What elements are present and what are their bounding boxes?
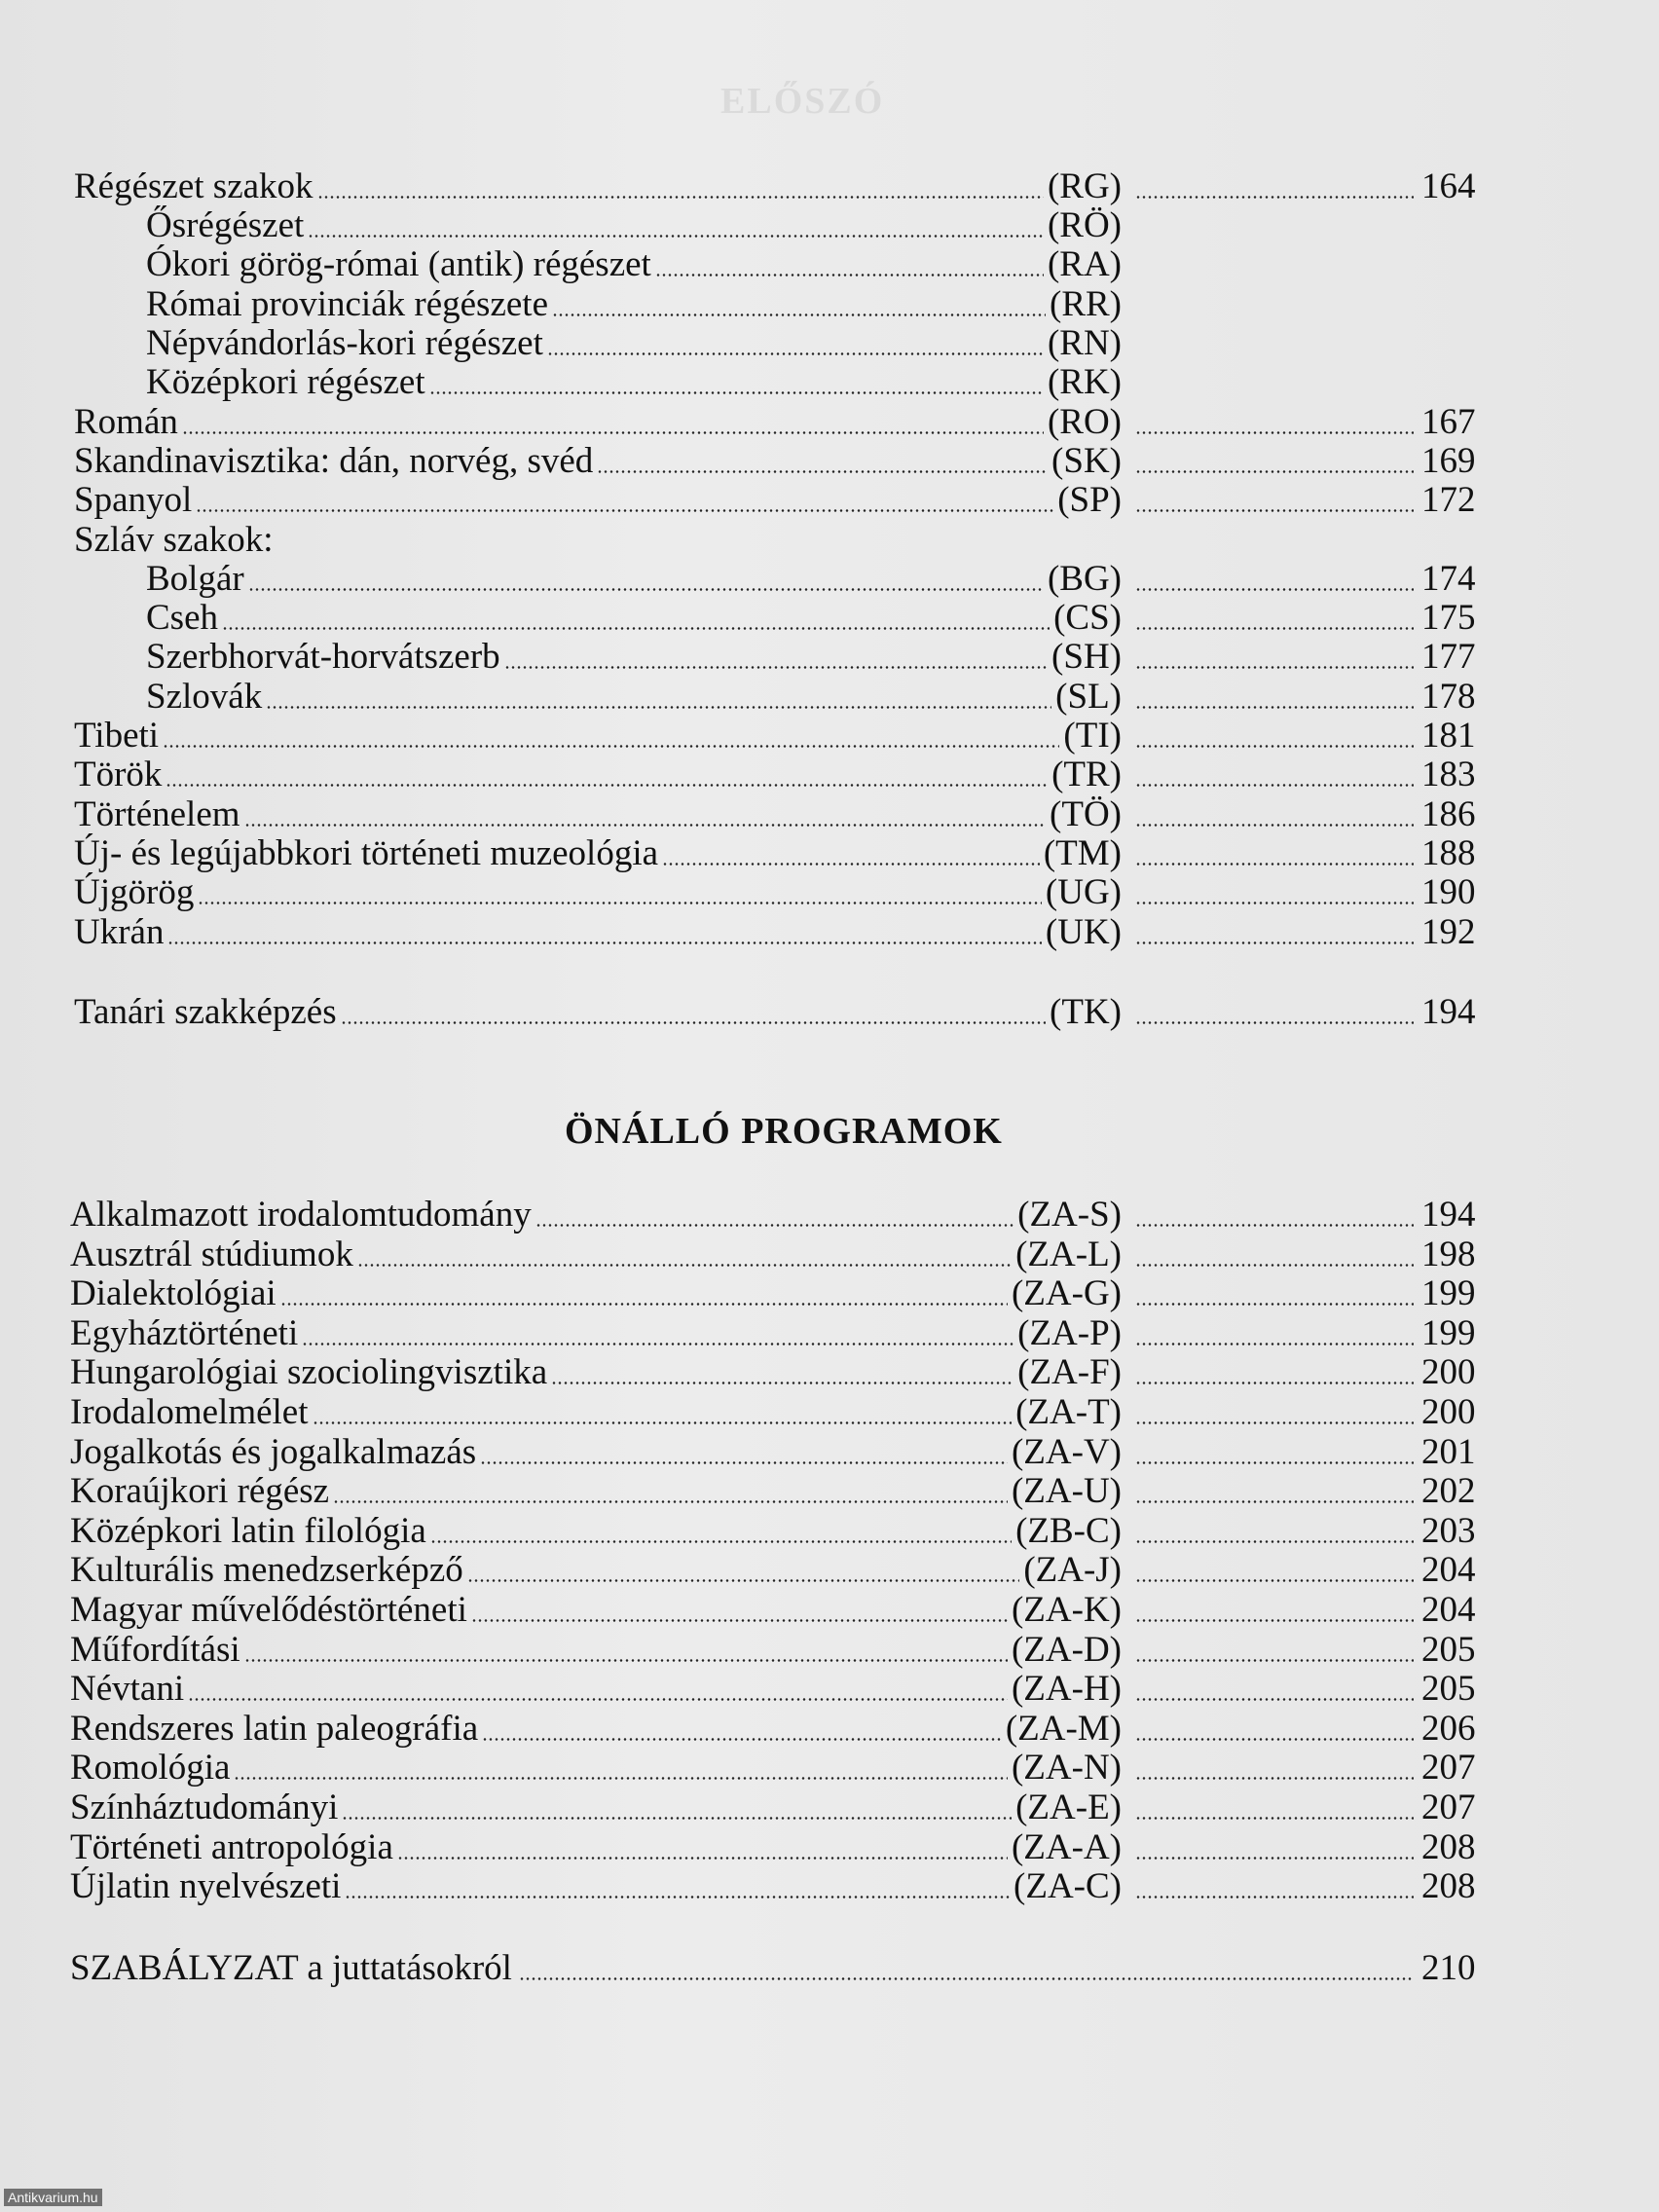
toc-entry-label: Jogalkotás és jogalkalmazás <box>70 1431 477 1472</box>
toc-entry <box>0 167 1659 206</box>
toc-entry-label: Spanyol <box>74 480 193 520</box>
toc-entry <box>0 599 1659 638</box>
section-heading: ÖNÁLLÓ PROGRAMOK <box>565 1111 1003 1152</box>
toc-entry <box>0 521 1659 560</box>
dot-leader <box>1135 795 1414 834</box>
toc-entry-code: (BG) <box>1047 559 1122 599</box>
dot-leader <box>280 1274 1008 1313</box>
toc-entry-code: (SH) <box>1051 637 1122 677</box>
toc-entry-code: (ZA-L) <box>1015 1234 1122 1274</box>
toc-entry-label: Ókori görög-római (antik) régészet <box>146 244 651 284</box>
dot-leader <box>1135 834 1414 873</box>
toc-entry-label: Hungarológiai szociolingvisztika <box>70 1352 548 1393</box>
dot-leader <box>1135 1512 1414 1551</box>
toc-entry <box>0 717 1659 756</box>
dot-leader <box>1135 1670 1414 1709</box>
toc-entry <box>0 481 1659 520</box>
toc-entry-page: 208 <box>1421 1866 1476 1907</box>
toc-entry-code: (ZA-F) <box>1017 1352 1122 1393</box>
toc-entry-code: (TK) <box>1050 992 1122 1032</box>
toc-entry <box>0 363 1659 402</box>
toc-entry <box>0 678 1659 717</box>
toc-entry-label: Népvándorlás-kori régészet <box>146 323 543 363</box>
toc-entry-label: Tanári szakképzés <box>74 992 337 1032</box>
toc-entry-code: (RÖ) <box>1047 205 1122 245</box>
dot-leader <box>1135 913 1414 952</box>
dot-leader <box>1135 1631 1414 1670</box>
toc-entry-page: 169 <box>1421 441 1476 481</box>
dot-leader <box>1135 993 1414 1032</box>
toc-entry-code: (TM) <box>1043 833 1122 873</box>
toc-entry <box>0 1949 1659 1988</box>
toc-entry-label: Egyháztörténeti <box>70 1312 299 1353</box>
toc-entry-code: (ZA-D) <box>1011 1629 1122 1670</box>
dot-leader <box>196 481 1053 520</box>
toc-entry-code: (ZA-J) <box>1023 1550 1122 1591</box>
toc-entry <box>0 795 1659 834</box>
toc-entry <box>0 206 1659 245</box>
bleed-through-text: ELŐSZÓ <box>720 81 885 122</box>
dot-leader <box>333 1472 1008 1511</box>
dot-leader <box>317 167 1044 206</box>
toc-entry-page: 200 <box>1421 1352 1476 1393</box>
dot-leader <box>1135 1314 1414 1353</box>
toc-entry-code: (ZA-E) <box>1015 1788 1122 1827</box>
dot-leader <box>1135 599 1414 638</box>
toc-entry-label: Magyar művelődéstörténeti <box>70 1590 467 1630</box>
toc-entry-code: (ZA-M) <box>1005 1708 1122 1749</box>
dot-leader <box>248 560 1044 599</box>
toc-entry-page: 194 <box>1421 992 1476 1032</box>
toc-entry <box>0 1512 1659 1551</box>
dot-leader <box>1135 1591 1414 1630</box>
toc-entry <box>0 324 1659 363</box>
dot-leader <box>1135 756 1414 794</box>
toc-entry <box>0 1393 1659 1432</box>
toc-entry <box>0 1828 1659 1867</box>
dot-leader <box>1135 1196 1414 1235</box>
toc-entry <box>0 560 1659 599</box>
toc-entry-code: (ZA-N) <box>1011 1748 1122 1788</box>
dot-leader <box>266 678 1051 717</box>
toc-entry-page: 207 <box>1421 1788 1476 1827</box>
dot-leader <box>397 1828 1008 1867</box>
dot-leader <box>182 403 1044 442</box>
toc-entry-label: Római provinciák régészete <box>146 284 548 324</box>
toc-entry-code: (TR) <box>1051 755 1122 794</box>
toc-entry-code: (ZA-V) <box>1011 1431 1122 1472</box>
toc-entry-label: Tibeti <box>74 716 160 756</box>
dot-leader <box>1135 1788 1414 1827</box>
toc-entry-label: Alkalmazott irodalomtudomány <box>70 1195 532 1235</box>
dot-leader <box>1135 638 1414 677</box>
dot-leader <box>430 1512 1012 1551</box>
toc-entry-code: (UK) <box>1045 912 1122 952</box>
dot-leader <box>552 285 1046 324</box>
dot-leader <box>1135 1710 1414 1749</box>
dot-leader <box>188 1670 1008 1709</box>
toc-entry-label: Középkori latin filológia <box>70 1510 426 1551</box>
dot-leader <box>166 756 1048 794</box>
toc-entry-label: Kulturális menedzserképző <box>70 1550 463 1591</box>
toc-entry-page: 200 <box>1421 1392 1476 1432</box>
toc-entry-page: 190 <box>1421 872 1476 912</box>
toc-entry-code: (ZA-H) <box>1011 1669 1122 1710</box>
toc-entry-page: 205 <box>1421 1629 1476 1670</box>
toc-entry <box>0 1591 1659 1630</box>
toc-entry-page: 199 <box>1421 1312 1476 1353</box>
dot-leader <box>471 1591 1008 1630</box>
toc-entry-code: (ZA-P) <box>1017 1312 1122 1353</box>
dot-leader <box>163 717 1059 756</box>
toc-entry-code: (ZA-C) <box>1014 1866 1122 1907</box>
dot-leader <box>597 442 1048 481</box>
toc-entry <box>0 442 1659 481</box>
toc-entry <box>0 1551 1659 1590</box>
dot-leader <box>302 1314 1014 1353</box>
toc-entry <box>0 638 1659 677</box>
toc-entry-page: 172 <box>1421 480 1476 520</box>
toc-entry-code: (ZA-K) <box>1011 1590 1122 1630</box>
toc-entry-page: 204 <box>1421 1550 1476 1591</box>
toc-entry-page: 207 <box>1421 1748 1476 1788</box>
toc-entry-label: Újgörög <box>74 872 195 912</box>
dot-leader <box>551 1353 1014 1392</box>
toc-entry-page: 198 <box>1421 1234 1476 1274</box>
toc-entry <box>0 1196 1659 1235</box>
toc-entry <box>0 993 1659 1032</box>
dot-leader <box>1135 1749 1414 1788</box>
dot-leader <box>342 1788 1012 1827</box>
dot-leader <box>1135 403 1414 442</box>
toc-entry-page: 175 <box>1421 598 1476 638</box>
toc-entry-label: Török <box>74 755 163 794</box>
dot-leader <box>655 245 1044 284</box>
toc-entry-page: 181 <box>1421 716 1476 756</box>
dot-leader <box>480 1433 1008 1472</box>
toc-entry-label: Új- és legújabbkori történeti muzeológia <box>74 833 659 873</box>
toc-entry-label: Szlovák <box>146 677 263 717</box>
toc-entry-page: 203 <box>1421 1510 1476 1551</box>
toc-entry-page: 208 <box>1421 1826 1476 1867</box>
toc-entry-code: (RN) <box>1047 323 1122 363</box>
toc-entry-label: Színháztudományi <box>70 1788 339 1827</box>
toc-entry-code: (ZA-A) <box>1011 1826 1122 1867</box>
toc-entry-label: Ősrégészet <box>146 205 305 245</box>
toc-entry-page: 201 <box>1421 1431 1476 1472</box>
toc-entry-code: (TI) <box>1063 716 1122 756</box>
toc-entry <box>0 1314 1659 1353</box>
dot-leader <box>1135 1274 1414 1313</box>
toc-entry-label: Irodalomelmélet <box>70 1392 309 1432</box>
toc-entry-code: (RA) <box>1047 244 1122 284</box>
toc-entry <box>0 913 1659 952</box>
dot-leader <box>313 1393 1013 1432</box>
dot-leader <box>535 1196 1014 1235</box>
toc-entry <box>0 285 1659 324</box>
toc-entry-label: Ausztrál stúdiumok <box>70 1234 353 1274</box>
dot-leader <box>1135 1353 1414 1392</box>
toc-entry-page: 188 <box>1421 833 1476 873</box>
toc-entry-code: (SK) <box>1051 441 1122 481</box>
toc-entry-code: (ZB-C) <box>1015 1510 1122 1551</box>
toc-entry-label: Skandinavisztika: dán, norvég, svéd <box>74 441 594 481</box>
toc-entry-label: Cseh <box>146 598 218 638</box>
toc-entry-label: Román <box>74 402 178 442</box>
watermark: Antikvarium.hu <box>4 2189 102 2206</box>
toc-entry <box>0 1749 1659 1788</box>
toc-entry-code: (RR) <box>1050 284 1122 324</box>
toc-entry-page: 204 <box>1421 1590 1476 1630</box>
dot-leader <box>1135 560 1414 599</box>
toc-entry-label: Bolgár <box>146 559 244 599</box>
dot-leader <box>1135 167 1414 206</box>
toc-entry-code: (ZA-G) <box>1011 1273 1122 1314</box>
toc-entry-label: Névtani <box>70 1669 185 1710</box>
toc-entry-code: (CS) <box>1053 598 1122 638</box>
dot-leader <box>234 1749 1008 1788</box>
dot-leader <box>504 638 1048 677</box>
toc-entry <box>0 245 1659 284</box>
toc-entry-page: 174 <box>1421 559 1476 599</box>
toc-entry-page: 164 <box>1421 166 1476 206</box>
toc-entry <box>0 1472 1659 1511</box>
toc-entry-page: 202 <box>1421 1471 1476 1512</box>
dot-leader <box>198 873 1042 912</box>
toc-entry <box>0 403 1659 442</box>
dot-leader <box>308 206 1044 245</box>
toc-entry <box>0 1353 1659 1392</box>
toc-entry-label: Történelem <box>74 794 240 834</box>
toc-entry-page: 183 <box>1421 755 1476 794</box>
dot-leader <box>547 324 1044 363</box>
dot-leader <box>1135 442 1414 481</box>
toc-entry-code: (ZA-S) <box>1017 1195 1122 1235</box>
toc-entry-page: 167 <box>1421 402 1476 442</box>
toc-entry-page: 194 <box>1421 1195 1476 1235</box>
dot-leader <box>1135 1433 1414 1472</box>
dot-leader <box>341 993 1046 1032</box>
dot-leader <box>482 1710 1002 1749</box>
toc-entry-label: Ukrán <box>74 912 165 952</box>
dot-leader <box>222 599 1050 638</box>
toc-entry-code: (RO) <box>1047 402 1122 442</box>
dot-leader <box>1135 481 1414 520</box>
toc-entry-label: Régészet szakok <box>74 166 313 206</box>
dot-leader <box>429 363 1044 402</box>
toc-entry-code: (ZA-T) <box>1015 1392 1122 1432</box>
toc-entry-page: 206 <box>1421 1708 1476 1749</box>
dot-leader <box>1135 1235 1414 1274</box>
dot-leader <box>345 1867 1010 1906</box>
toc-entry-label: Szerbhorvát-horvátszerb <box>146 637 500 677</box>
toc-entry <box>0 1710 1659 1749</box>
toc-entry-code: (RK) <box>1047 362 1122 402</box>
toc-entry <box>0 1867 1659 1906</box>
toc-entry-page: 186 <box>1421 794 1476 834</box>
toc-entry-code: (SP) <box>1057 480 1122 520</box>
toc-entry-page: 192 <box>1421 912 1476 952</box>
dot-leader <box>467 1551 1020 1590</box>
dot-leader <box>1135 1551 1414 1590</box>
dot-leader <box>1135 1393 1414 1432</box>
toc-entry-label: Rendszeres latin paleográfia <box>70 1708 479 1749</box>
toc-entry <box>0 1631 1659 1670</box>
toc-entry <box>0 1670 1659 1709</box>
toc-entry-code: (SL) <box>1055 677 1122 717</box>
toc-entry-label: Újlatin nyelvészeti <box>70 1866 342 1907</box>
dot-leader <box>167 913 1041 952</box>
toc-entry-code: (RG) <box>1047 166 1122 206</box>
toc-entry-page: 199 <box>1421 1273 1476 1314</box>
toc-entry-label: Műfordítási <box>70 1629 240 1670</box>
toc-entry-code: (UG) <box>1045 872 1122 912</box>
toc-entry-page: 177 <box>1421 637 1476 677</box>
toc-entry-label: Történeti antropológia <box>70 1826 393 1867</box>
dot-leader <box>1135 1867 1414 1906</box>
toc-entry-label: SZABÁLYZAT a juttatásokról <box>70 1948 512 1988</box>
toc-entry <box>0 1274 1659 1313</box>
dot-leader <box>244 1631 1008 1670</box>
toc-entry-label: Romológia <box>70 1748 231 1788</box>
toc-entry-page: 210 <box>1421 1948 1476 1988</box>
toc-entry <box>0 756 1659 794</box>
dot-leader <box>1135 678 1414 717</box>
toc-entry-label: Dialektológiai <box>70 1273 276 1314</box>
toc-entry <box>0 1235 1659 1274</box>
toc-entry-label: Szláv szakok: <box>74 520 274 560</box>
dot-leader <box>1135 873 1414 912</box>
toc-entry <box>0 1788 1659 1827</box>
dot-leader <box>662 834 1040 873</box>
toc-entry-label: Középkori régészet <box>146 362 425 402</box>
toc-entry-code: (TÖ) <box>1050 794 1122 834</box>
toc-entry <box>0 834 1659 873</box>
dot-leader <box>1135 1828 1414 1867</box>
dot-leader <box>244 795 1047 834</box>
dot-leader <box>357 1235 1012 1274</box>
dot-leader <box>1135 1472 1414 1511</box>
dot-leader <box>519 1949 1414 1988</box>
toc-entry <box>0 1433 1659 1472</box>
toc-entry-page: 205 <box>1421 1669 1476 1710</box>
toc-entry-page: 178 <box>1421 677 1476 717</box>
toc-entry-code: (ZA-U) <box>1011 1471 1122 1512</box>
toc-entry <box>0 873 1659 912</box>
toc-entry-label: Koraújkori régész <box>70 1471 330 1512</box>
dot-leader <box>1135 717 1414 756</box>
